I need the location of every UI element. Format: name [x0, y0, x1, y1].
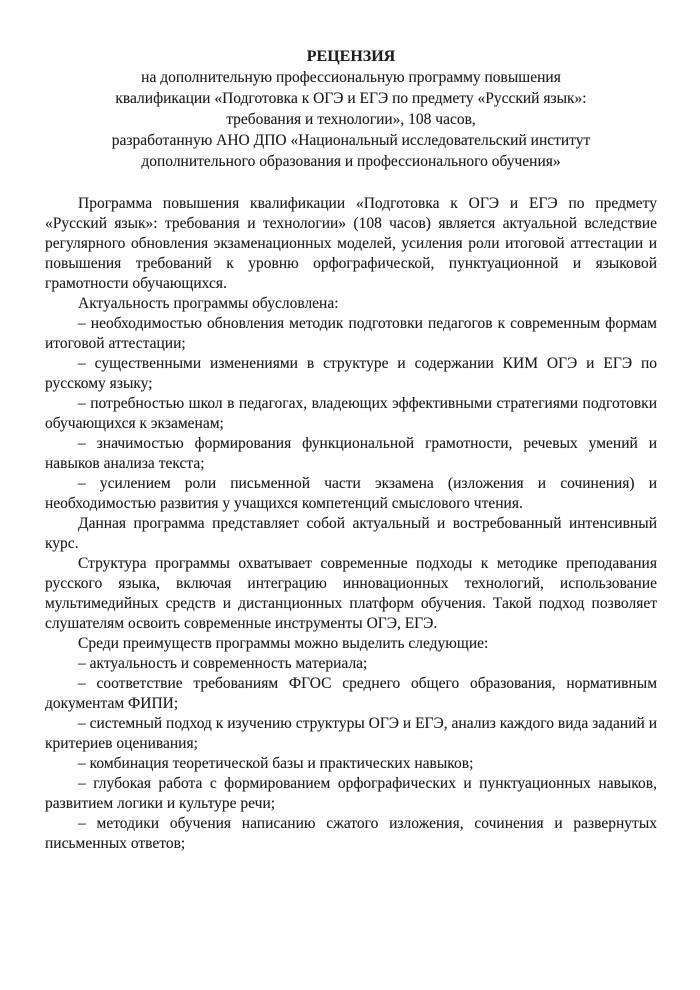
title-block: [45, 46, 657, 172]
bullet-paragraph: – соответствие требованиям ФГОС среднего общего образования, нормативным документам ФИПИ;: [45, 675, 657, 712]
document-subtitle-line: квалификации «Подготовка к ОГЭ и ЕГЭ по предмету «Русский язык»:: [115, 90, 587, 107]
document-subtitle-line: на дополнительную профессиональную программу повышения: [141, 69, 561, 86]
bullet-paragraph: – методики обучения написанию сжатого изложения, сочинения и развернутых письменных ответов;: [45, 815, 657, 852]
document-subtitle-line: дополнительного образования и профессионального обучения»: [141, 153, 561, 170]
body-paragraph: Среди преимуществ программы можно выделить следующие:: [78, 635, 489, 652]
document-title: РЕЦЕНЗИЯ: [306, 48, 396, 65]
document-subtitle: [45, 67, 657, 172]
bullet-paragraph: – значимостью формирования функциональной грамотности, речевых умений и навыков анализа текста;: [45, 435, 657, 472]
document-subtitle-line: требования и технологии», 108 часов,: [226, 111, 476, 128]
body-paragraph: Данная программа представляет собой актуальный и востребованный интенсивный курс.: [45, 515, 657, 552]
bullet-paragraph: – усилением роли письменной части экзамена (изложения и сочинения) и необходимостью развития у учащихся компетенций смыслового чтения.: [45, 475, 657, 512]
document-body: [45, 194, 657, 854]
bullet-paragraph: – глубокая работа с формированием орфографических и пунктуационных навыков, развитием логики и культуре речи;: [45, 775, 657, 812]
body-paragraph: Структура программы охватывает современные подходы к методике преподавания русского языка, включая интеграцию инновационных технологий, использование мультимедийных средств и дистанционных платформ обучения. Такой подход позволяет слушателям освоить современные инструменты ОГЭ, ЕГЭ.: [45, 555, 657, 632]
body-paragraph: Программа повышения квалификации «Подготовка к ОГЭ и ЕГЭ по предмету «Русский язык»: требования и технологии» (108 часов) является актуальной вследствие регулярного обновления экзаменационных моделей, усиления роли итоговой аттестации и повышения требований к уровню орфографической, пунктуационной и языковой грамотности обучающихся.: [45, 195, 657, 292]
bullet-paragraph: – необходимостью обновления методик подготовки педагогов к современным формам итоговой аттестации;: [45, 315, 657, 352]
document-subtitle-line: разработанную АНО ДПО «Национальный исследовательский институт: [111, 132, 591, 149]
bullet-paragraph: – актуальность и современность материала;: [78, 655, 368, 672]
body-paragraph: Актуальность программы обусловлена:: [78, 295, 339, 312]
bullet-paragraph: – потребностью школ в педагогах, владеющих эффективными стратегиями подготовки обучающихся к экзаменам;: [45, 395, 657, 432]
bullet-paragraph: – комбинация теоретической базы и практических навыков;: [78, 755, 474, 772]
bullet-paragraph: – существенными изменениями в структуре и содержании КИМ ОГЭ и ЕГЭ по русскому языку;: [45, 355, 657, 392]
bullet-paragraph: – системный подход к изучению структуры ОГЭ и ЕГЭ, анализ каждого вида заданий и критериев оценивания;: [45, 715, 657, 752]
